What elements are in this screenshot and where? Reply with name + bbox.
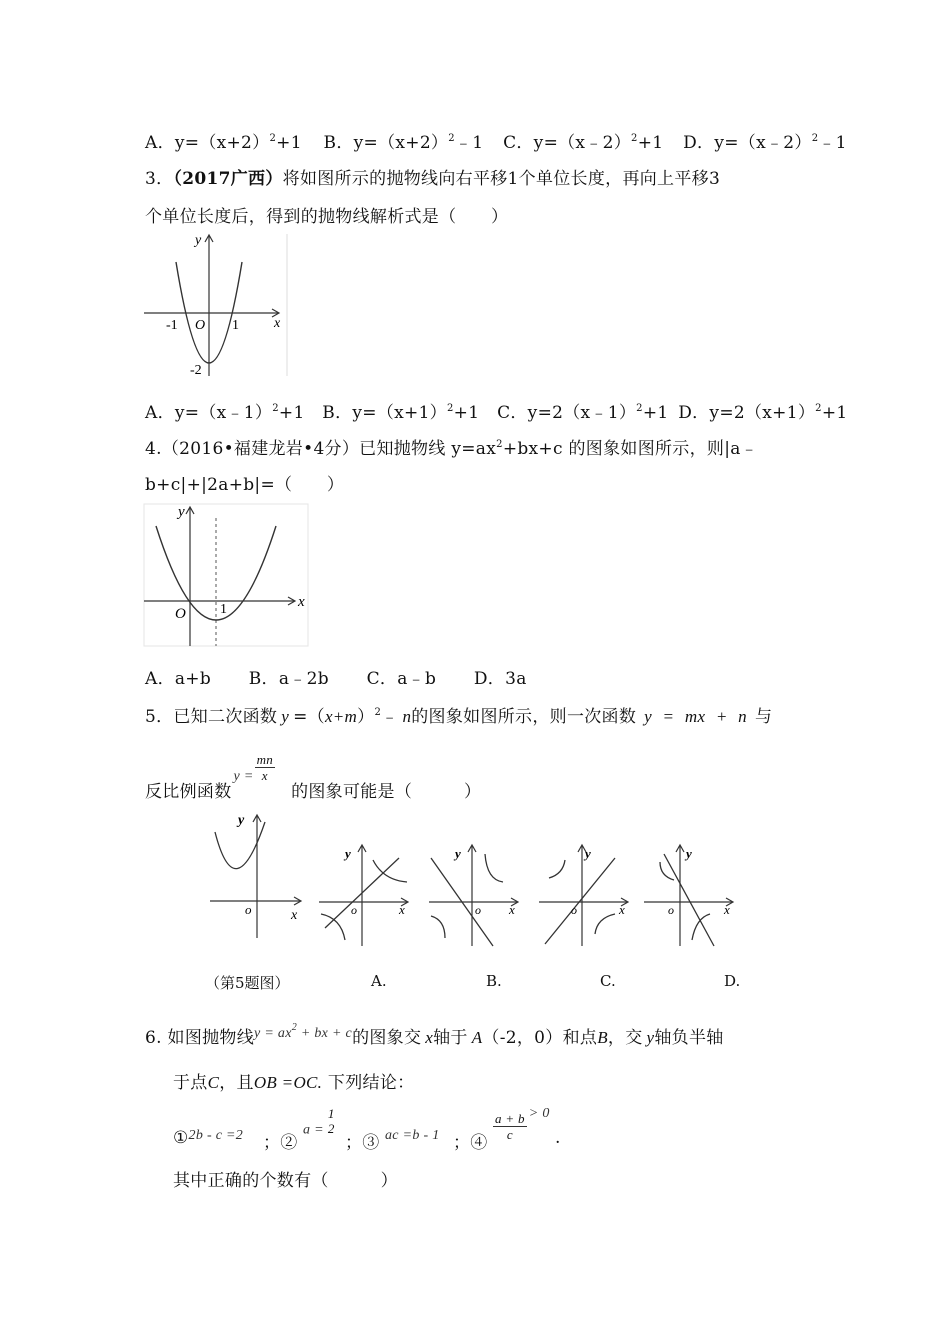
svg-text:o: o	[475, 903, 481, 917]
svg-text:x: x	[724, 902, 730, 917]
q2-option-c[interactable]: C．y=（x﹣2）$^2$+1	[503, 133, 664, 153]
q3-option-b[interactable]: B．$y=(x+1)^2+1$	[322, 403, 480, 423]
q3-option-a[interactable]: A．y=（x﹣1）$^2$+1	[145, 403, 305, 423]
origin-label: O	[175, 606, 186, 622]
svg-text:o: o	[245, 902, 252, 917]
q5-graph-c[interactable]	[535, 840, 635, 950]
q5-caption-b[interactable]: B.	[486, 972, 502, 990]
svg-text:o: o	[571, 903, 577, 917]
hyperbola-branch	[549, 860, 565, 878]
hyperbola-branch	[485, 854, 503, 882]
q5-text-line1: 5．已知二次函数 $y =(x+m)^2﹣$ n的图象如图所示，则一次函数 y = mx + n 与	[145, 707, 773, 727]
y-label: y	[178, 504, 185, 520]
svg-text:o: o	[668, 903, 674, 917]
q2-option-b[interactable]: B．$y=(x+2)^2﹣1$	[323, 133, 484, 153]
tick-one: 1	[232, 318, 239, 333]
q5-caption-c[interactable]: C.	[600, 972, 616, 990]
q3-graph	[140, 230, 290, 380]
tick-neg-two: -2	[190, 363, 202, 378]
svg-text:x: x	[399, 902, 405, 917]
x-label: x	[274, 316, 281, 331]
svg-text:y: y	[455, 846, 461, 861]
svg-text:y: y	[686, 846, 692, 861]
q2-options	[145, 128, 847, 153]
tick-neg-one: -1	[166, 318, 178, 333]
tick-one: 1	[220, 602, 227, 617]
svg-text:y: y	[585, 846, 591, 861]
q5-caption-d[interactable]: D.	[724, 972, 741, 990]
q3-option-c[interactable]: C．y=2（x﹣1）$^2$+1	[497, 403, 669, 423]
separator-2: ；③	[345, 1133, 380, 1153]
separator-1: ；②	[263, 1133, 298, 1153]
q4-option-d[interactable]: D．3a	[473, 669, 527, 689]
conclusion-1: ①$^{2b - c =2}$	[173, 1128, 244, 1148]
origin-label: O	[195, 318, 206, 333]
conclusion-2: $_{a =}$ 1 2	[303, 1106, 335, 1138]
q5-graph-d[interactable]	[640, 840, 740, 950]
svg-text:x: x	[619, 902, 625, 917]
q4-text-line2: b+c|+|2a+b|=（ ）	[145, 475, 345, 495]
svg-text:x: x	[509, 902, 515, 917]
svg-text:y: y	[238, 813, 245, 828]
q5-graph-a[interactable]	[315, 840, 415, 950]
q2-option-a[interactable]: A．$y=(x+2)^2+1$	[145, 133, 302, 153]
q4-option-c[interactable]: C．a﹣b	[366, 669, 437, 689]
svg-text:o: o	[351, 903, 357, 917]
conclusion-3: ac =b - 1	[385, 1128, 440, 1143]
hyperbola-branch	[692, 914, 710, 940]
q6-text-line2: 于点C，且OB =OC. 下列结论：	[173, 1073, 415, 1093]
q4-options	[145, 664, 527, 689]
svg-text:y: y	[345, 846, 351, 861]
hyperbola-branch	[373, 860, 407, 882]
hyperbola-branch	[431, 916, 445, 938]
hyperbola-branch	[595, 914, 615, 934]
q3-text-line1: 3．（2017广西）将如图所示的抛物线向右平移1个单位长度，再向上平移3	[145, 169, 721, 189]
q5-reference-graph	[205, 810, 315, 940]
line-graph	[664, 854, 714, 946]
q2-option-d[interactable]: D．y=（x﹣2）$^2$﹣1	[683, 133, 847, 153]
q5-fraction: $\frac{mn}{x}$	[256, 752, 274, 783]
hyperbola-branch	[660, 862, 674, 880]
separator-3: ；④	[453, 1133, 488, 1153]
q5-text-line2: 反比例函数$^{y =}$ $\frac{mn}{x}$ 的图象可能是（ ）	[145, 752, 482, 802]
q6-question-line: 其中正确的个数有（ ）	[173, 1171, 398, 1191]
q5-graph-b[interactable]	[425, 840, 525, 950]
line-graph	[545, 858, 615, 944]
q5-figure-caption: （第5题图）	[205, 974, 290, 992]
q4-option-b[interactable]: B．a﹣2b	[248, 669, 329, 689]
q6-text-line1: 6. 如图抛物线$^{y = ax^2 + bx + c}$的图象交 x轴于 A（-2，0）和点B，交 y轴负半轴	[145, 1022, 724, 1048]
q4-option-a[interactable]: A．a+b	[145, 669, 212, 689]
q5-caption-a[interactable]: A.	[371, 972, 387, 990]
hyperbola-branch	[321, 914, 345, 940]
q3-text-line2: 个单位长度后，得到的抛物线解析式是（ ）	[145, 207, 509, 227]
svg-text:x: x	[291, 908, 298, 923]
conclusion-end: .	[555, 1128, 561, 1148]
x-label: x	[298, 594, 305, 610]
q3-options	[145, 398, 848, 423]
y-label: y	[195, 233, 202, 248]
q3-option-d[interactable]: D．$y=2(x+1)^2+1$	[678, 403, 848, 423]
q4-graph	[140, 500, 310, 648]
conclusion-4: $\frac{a + b}{c}$ $^{> 0}$	[495, 1106, 550, 1142]
q4-text-line1: 4.（2016•福建龙岩•4分）已知抛物线 $y=ax^2+bx+c$ 的图象如图所示，则|a﹣	[145, 439, 758, 459]
